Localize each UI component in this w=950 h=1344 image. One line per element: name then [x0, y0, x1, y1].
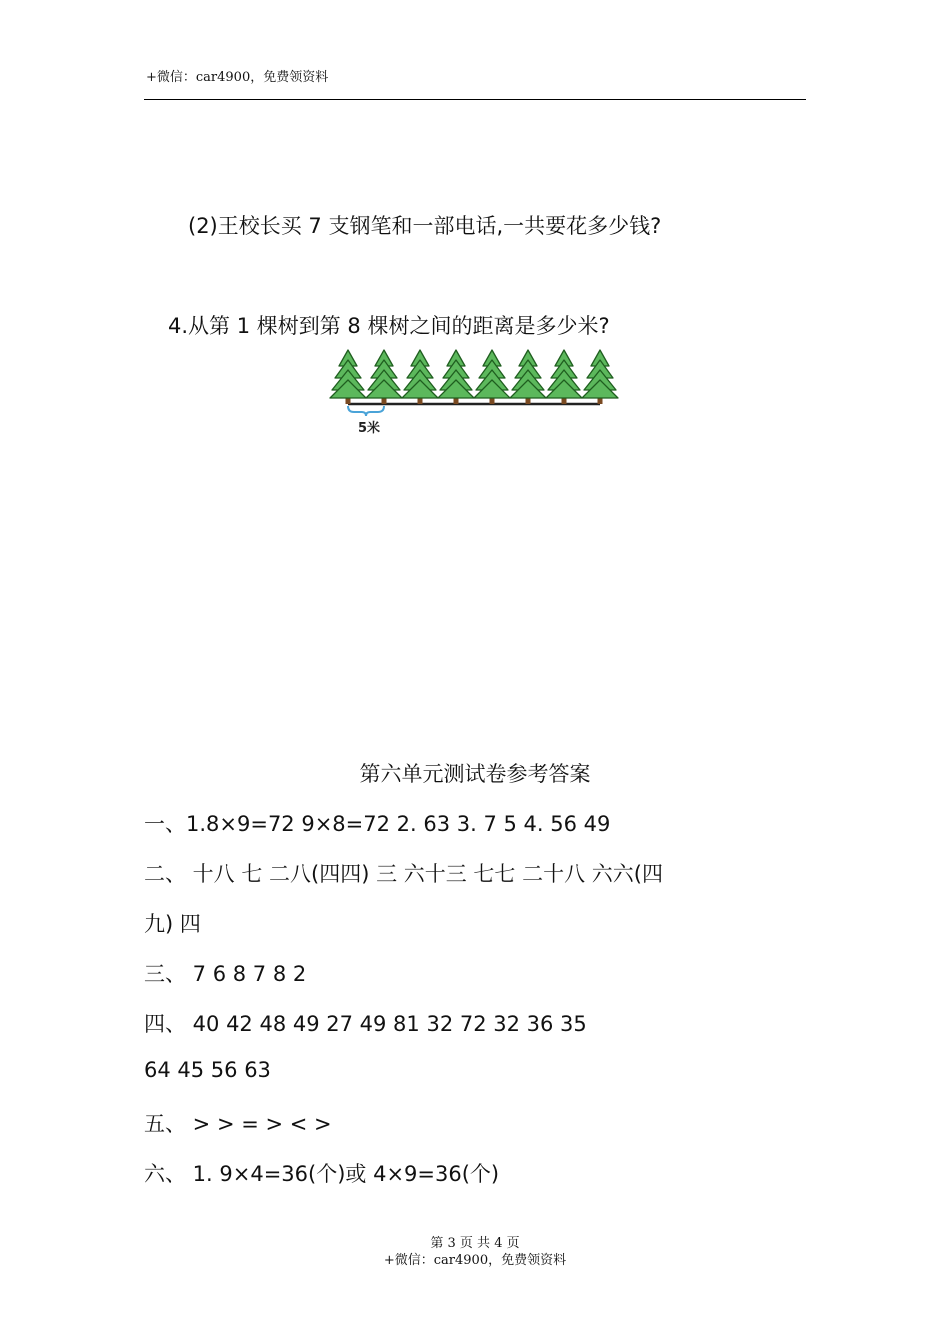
tree-icon: [546, 350, 582, 404]
tree-icon: [510, 350, 546, 404]
header-watermark: +微信：car4900，免费领资料: [146, 70, 329, 85]
footer-page-number: 第 3 页 共 4 页: [430, 1236, 520, 1251]
answer-line-2b: 九) 四: [144, 912, 201, 936]
answer-line-6: 六、 1. 9×4=36(个)或 4×9=36(个): [144, 1162, 500, 1186]
tree-icon: [366, 350, 402, 404]
tree-row-illustration: [328, 344, 622, 436]
answer-line-4a: 四、 40 42 48 49 27 49 81 32 72 32 36 35: [144, 1012, 587, 1036]
spacing-label: 5米: [357, 421, 381, 436]
tree-icon: [582, 350, 618, 404]
tree-icon: [402, 350, 438, 404]
footer-watermark: +微信：car4900，免费领资料: [383, 1253, 567, 1268]
question-2-part-2: (2)王校长买 7 支钢笔和一部电话,一共要花多少钱?: [188, 214, 662, 238]
tree-icon: [474, 350, 510, 404]
tree-icon: [330, 350, 366, 404]
answer-line-3: 三、 7 6 8 7 8 2: [144, 962, 307, 986]
answers-title: 第六单元测试卷参考答案: [359, 762, 591, 786]
answer-line-5: 五、 > > = > < >: [144, 1112, 332, 1136]
answer-line-1: 一、1.8×9=72 9×8=72 2. 63 3. 7 5 4. 56 49: [144, 812, 611, 836]
answer-line-2a: 二、 十八 七 二八(四四) 三 六十三 七七 二十八 六六(四: [144, 862, 663, 886]
header-rule: [144, 99, 806, 100]
tree-distance-figure: [328, 344, 622, 436]
question-4: 4.从第 1 棵树到第 8 棵树之间的距离是多少米?: [168, 314, 610, 338]
answer-line-4b: 64 45 56 63: [144, 1058, 271, 1082]
distance-brace: [348, 406, 384, 416]
tree-icon: [438, 350, 474, 404]
